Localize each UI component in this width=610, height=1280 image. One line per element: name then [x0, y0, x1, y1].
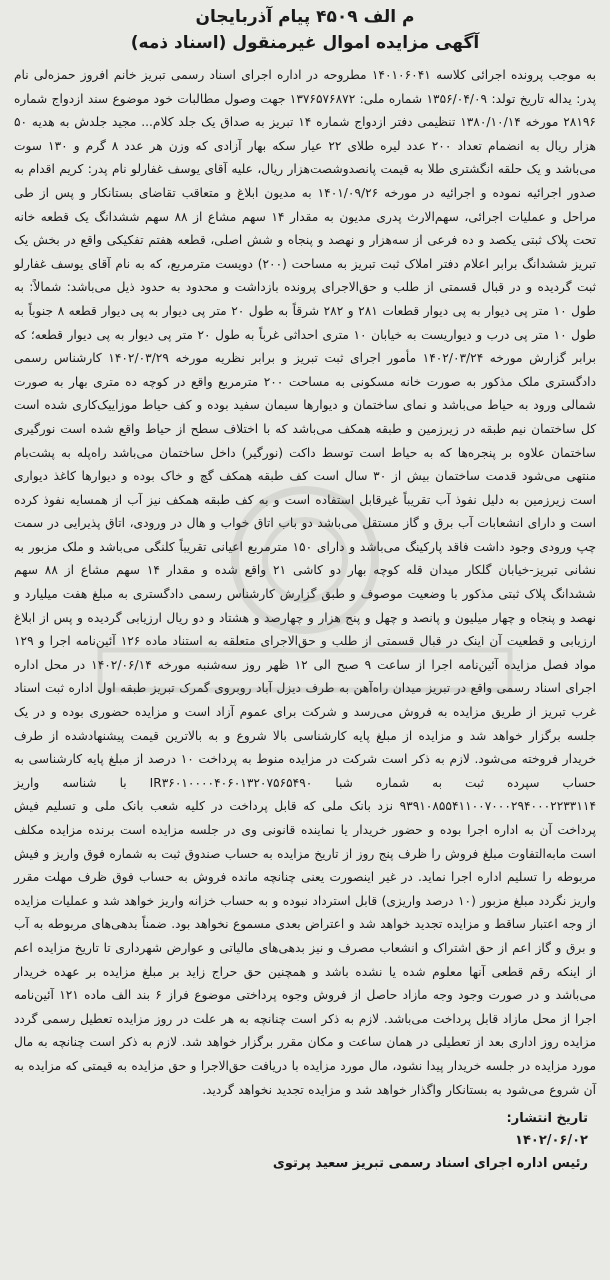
newspaper-code-line: م الف ۴۵۰۹ پیام آذربایجان: [195, 7, 415, 27]
publication-date-value: ۱۴۰۲/۰۶/۰۲: [515, 1133, 588, 1149]
notice-header: [8, 4, 602, 58]
publication-date-label: تاریخ انتشار:: [506, 1111, 588, 1127]
notice-body: به موجب پرونده اجرائی کلاسه ۱۴۰۱۰۶۰۴۱ مطروحه در اداره اجرای اسناد رسمی تبریز خانم افروز حمزه‌لی نام پدر: یداله تاریخ تولد: ۱۳۵۶/۰۴/۰۹ شماره ملی: ۱۳۷۶۵۷۶۸۷۲ جهت وصول مطالبات خود موضوع سند ازدواج شماره ۲۸۱۹۶ مورخه ۱۳۸۰/۱۰/۱۴ تنظیمی دفتر ازدواج شماره ۱۴ تبریز به صداق یک جلد کلام... مجید جلدش به هدیه ۵۰ هزار ریال به انضمام تعداد ۲۰۰ عدد لیره طلای ۲۲ عیار سکه بهار آزادی که وزن هر عدد ۸ گرم و ۱۳۰ سوت می‌باشد و یک حلقه انگشتری طلا به قیمت پانصدوشصت‌هزار ریال، علیه آقای یوسف غفارلو نام پدر: کریم اقدام به صدور اجرائیه نموده و اجرائیه در مورخه ۱۴۰۱/۰۹/۲۶ به مدیون ابلاغ و متعاقب تقاضای بستانکار و پس از طی مراحل و عملیات اجرائی، سهم‌الارث پدری مدیون به مقدار ۱۴ سهم مشاع از ۸۸ سهم ششدانگ یک قطعه خانه تحت پلاک ثبتی یکصد و ده فرعی از سه‌هزار و نهصد و پنجاه و شش اصلی، قطعه هفتم تفکیکی واقع در بخش یک تبریز ششدانگ برابر اعلام دفتر املاک ثبت تبریز به مساحت (۲۰۰) دویست مترمربع، که به نام آقای یوسف غفارلو ثبت گردیده و در قبال قسمتی از طلب و حق‌الاجرای پرونده بازداشت و محدود به حدود ذیل می‌باشد: شمالاً: به طول ۱۰ متر پی دیوار به پی دیوار قطعات ۲۸۱ و ۲۸۲ شرقاً به طول ۲۰ متر پی دیوار به پی دیوار قطعه ۸ جنوباً به طول ۱۰ متر پی درب و دیواریست به خیابان ۱۰ متری احداثی غرباً به طول ۲۰ متر پی دیوار به پی دیوار قطعه؛ که برابر گزارش مورخه ۱۴۰۲/۰۳/۲۴ مأمور اجرای ثبت تبریز و برابر نظریه مورخه ۱۴۰۲/۰۳/۲۹ کارشناس رسمی دادگستری ملک مذکور به صورت خانه مسکونی به مساحت ۲۰۰ مترمربع واقع در کوچه ده متری بهار به صورت شمالی ورود به حیاط می‌باشد و نمای ساختمان و دیوارها سیمان سفید بوده و کف حیاط موزاییک‌کاری شده است کل ساختمان نیم طبقه در زیرزمین و طبقه همکف می‌باشد که با اختلاف سطح از حیاط واقع شده است نورگیری ساختمان علاوه بر پنجره‌ها که به حیاط است توسط داکت (نورگیر) داخل ساختمان می‌باشد راه‌پله به پشت‌بام منتهی می‌شود قدمت ساختمان بیش از ۳۰ سال است کف طبقه همکف گچ و خاک بوده و دیوارها کاغذ دیواری است زیرزمین به دلیل نفوذ آب تقریباً غیرقابل استفاده است و به کف طبقه همکف نیز آب از همسایه نفوذ کرده است و دارای انشعابات آب برق و گاز مستقل می‌باشد دو باب اتاق خواب و هال در ورودی، اتاق پذیرایی در سمت چپ ورودی وجود داشت فاقد پارکینگ می‌باشد و دارای ۱۵۰ مترمربع اعیانی تقریباً کلنگی می‌باشد و ملک مزبور به نشانی تبریز-خیابان گلکار میدان قله کوچه بهار دو کاشی ۲۱ واقع شده و مقدار ۱۴ سهم مشاع از ۸۸ سهم ششدانگ پلاک ثبتی مذکور با وضعیت موصوف و طبق گزارش کارشناس رسمی دادگستری به مبلغ هفت میلیارد و نهصد و پنجاه و چهار میلیون و پانصد و چهل و پنج هزار و چهارصد و هشتاد و دو ریال ارزیابی گردیده و پس از ابلاغ ارزیابی و قطعیت آن اینک در قبال قسمتی از طلب و حق‌الاجرای متعلقه به استناد ماده ۱۲۶ آئین‌نامه اجرا و ۱۲۹ مواد فصل مزایده آئین‌نامه اجرا از ساعت ۹ صبح الی ۱۲ ظهر روز سه‌شنبه مورخه ۱۴۰۲/۰۶/۱۴ در محل اداره اجرای اسناد رسمی واقع در تبریز میدان راه‌آهن به طرف دیزل آباد روبروی گمرک تبریز طبقه اول اداره ثبت اسناد غرب تبریز از طریق مزایده به فروش می‌رسد و شرکت برای عموم آزاد است و مزایده حضوری بوده و در یک جلسه برگزار خواهد شد و مزایده از مبلغ پایه کارشناسی بالا شروع و به بالاترین قیمت پیشنهادشده از طرف خریدار فروخته می‌شود. لازم به ذکر است شرکت در مزایده منوط به پرداخت ۱۰ درصد از مبلغ پایه کارشناسی به حساب سپرده ثبت به شماره شبا IR۳۶۰۱۰۰۰۰۴۰۶۰۱۳۲۰۷۵۶۵۴۹۰ با شناسه واریز ۹۳۹۱۰۸۵۵۴۱۱۰۰۷۰۰۰۲۹۴۰۰۰۲۲۳۳۱۱۴ نزد بانک ملی که قابل پرداخت در کلیه شعب بانک ملی و تسلیم فیش پرداخت آن به اداره اجرا بوده و حضور خریدار یا نماینده قانونی وی در جلسه مزایده است برنده مزایده مکلف است مابه‌التفاوت مبلغ فروش را ظرف پنج روز از تاریخ مزایده به حساب صندوق ثبت به شماره فوق واریز و فیش مربوطه را تسلیم اداره اجرا نماید. در غیر اینصورت یعنی چنانچه مانده فروش به حساب فوق ظرف مهلت مقرر واریز نگردد مبلغ مزبور (۱۰ درصد واریزی) قابل استرداد نبوده و به حساب خزانه واریز خواهد شد و عملیات مزایده از وجه اعتبار ساقط و مزایده تجدید خواهد شد و اعتراض بعدی مسموع نخواهد بود. ضمناً بدهی‌های مربوطه به آب و برق و گاز اعم از حق اشتراک و انشعاب مصرف و نیز بدهی‌های مالیاتی و عوارض شهرداری تا تاریخ مزایده اعم از اینکه رقم قطعی آنها معلوم شده یا نشده باشد و همچنین حق حراج زاید بر مبلغ مزایده بر عهده خریدار می‌باشد و در صورت وجود وجه مازاد حاصل از فروش وجوه پرداختی موضوع فراز ۶ بند الف ماده ۱۲۱ آئین‌نامه اجرا از محل مازاد قابل پرداخت می‌باشد. لازم به ذکر است چنانچه به هر علت در روز مزایده تعطیل رسمی گردد مزایده روز اداری بعد از تعطیلی در همان ساعت و مکان مقرر برگزار خواهد شد. لازم به ذکر است چنانچه به مال مورد مزایده در جلسه خریدار پیدا نشود، مال مورد مزایده با دریافت حق‌الاجرا و حق مزایده به قیمتی که مزایده به آن شروع می‌شود به بستانکار واگذار خواهد شد و مزایده تجدید نخواهد گردید.: [14, 68, 597, 1097]
notice-footer: [22, 1108, 588, 1176]
signature-line: رئیس اداره اجرای اسناد رسمی تبریز سعید پرتوی: [272, 1156, 588, 1172]
notice-title: آگهی مزایده اموال غیرمنقول (اسناد ذمه): [130, 33, 480, 53]
